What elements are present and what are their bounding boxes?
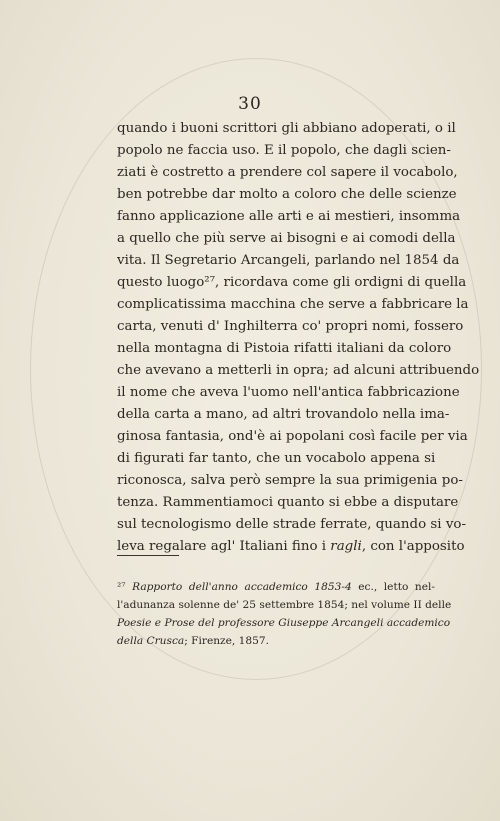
footnote-line [117, 578, 435, 596]
text-segment: leva regalare agl' Italiani fino i [117, 539, 331, 554]
footnote-text: ec., letto nel- [351, 581, 435, 593]
footnote-marker: ²⁷ [117, 581, 126, 593]
text-line: questo luogo²⁷, ricordava come gli ordigni di quella [117, 275, 467, 290]
footnote-separator [117, 555, 179, 556]
text-line: il nome che aveva l'uomo nell'antica fabbricazione [117, 385, 460, 400]
italic-word: ragli [330, 539, 362, 554]
text-line: ginosa fantasia, ond'è ai popolani così facile per via [117, 429, 468, 444]
footnote-line [117, 614, 451, 632]
text-line: della carta a mano, ad altri trovandolo nella ima- [117, 407, 450, 422]
page-number: 30 [238, 94, 262, 114]
body-text [117, 118, 480, 558]
footnote-title: della Crusca [117, 635, 185, 647]
text-line: popolo ne faccia uso. E il popolo, che dagli scien- [117, 143, 451, 158]
text-line: a quello che più serve ai bisogni e ai comodi della [117, 231, 456, 246]
text-segment: , con l'apposito [361, 539, 465, 554]
text-line: ben potrebbe dar molto a coloro che delle scienze [117, 187, 457, 202]
text-line: complicatissima macchina che serve a fabbricare la [117, 297, 469, 312]
footnote-text: ; Firenze, 1857. [184, 635, 269, 647]
footnote-line [117, 632, 435, 650]
footnote-line [117, 596, 452, 614]
text-line: sul tecnologismo delle strade ferrate, quando si vo- [117, 517, 466, 532]
text-line: fanno applicazione alle arti e ai mestieri, insomma [117, 209, 461, 224]
footnote-title: Rapporto dell'anno accademico 1853-4 [132, 581, 352, 593]
text-line: quando i buoni scrittori gli abbiano adoperati, o il [117, 121, 456, 136]
text-line: nella montagna di Pistoia rifatti italiani da coloro [117, 341, 452, 356]
text-line: tenza. Rammentiamoci quanto si ebbe a disputare [117, 495, 459, 510]
text-line: ziati è costretto a prendere col sapere il vocabolo, [117, 165, 458, 180]
text-line: vita. Il Segretario Arcangeli, parlando nel 1854 da [117, 253, 460, 268]
text-line: di figurati far tanto, che un vocabolo appena si [117, 451, 436, 466]
text-line: carta, venuti d' Inghilterra co' propri nomi, fossero [117, 319, 464, 334]
text-line: che avevano a metterli in opra; ad alcuni attribuendo [117, 363, 480, 378]
text-line: riconosca, salva però sempre la sua primigenia po- [117, 473, 463, 488]
footnote-title: Poesie e Prose del professore Giuseppe Arcangeli accademico [117, 617, 451, 629]
footnote [117, 578, 452, 650]
footnote-text: l'adunanza solenne de' 25 settembre 1854; nel volume II delle [117, 599, 452, 611]
